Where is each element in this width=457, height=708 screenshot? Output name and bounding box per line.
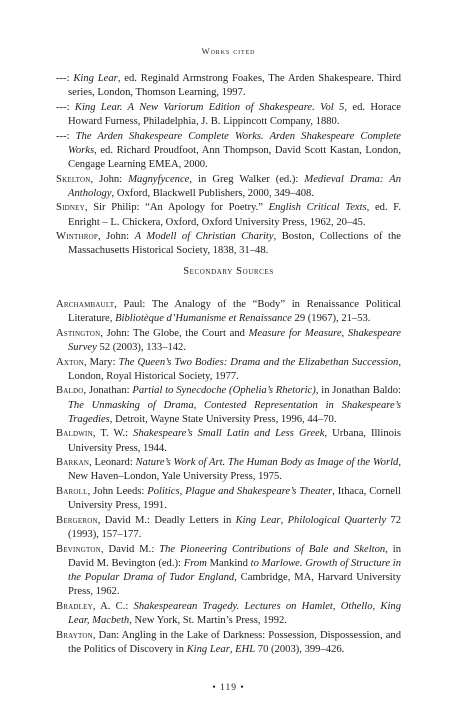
bibliography-entry (56, 130, 401, 173)
italic-title: Shakespeare Survey (68, 327, 401, 353)
italic-title: Measure for Measure (248, 327, 342, 339)
entry-text: , Cambridge, MA, Harvard University Press, 1962. (68, 571, 401, 598)
bibliography-entry (56, 543, 401, 600)
italic-title: English Critical Texts (268, 202, 367, 214)
bibliography-entry (56, 600, 401, 628)
section-title: Secondary Sources (183, 266, 274, 277)
author-surname: Bevington (56, 543, 101, 555)
running-head: Works cited (201, 46, 256, 56)
author-surname: Archambault (56, 299, 115, 310)
entry-text: , David M.: (100, 543, 160, 555)
entry-text: 70 (2003), 399–426. (255, 643, 345, 655)
entry-text: ---: (56, 73, 74, 84)
author-surname: Skelton (56, 173, 91, 185)
bibliography-entry (56, 629, 401, 657)
entry-text: , Mary: (83, 356, 119, 368)
entry-text: , (341, 327, 348, 339)
author-surname: Baldo (56, 385, 84, 397)
page-number: • 119 • (212, 683, 245, 693)
author-surname: Sidney (56, 202, 85, 214)
entry-text: , Sir Philip: “An Apology for Poetry.” (84, 202, 269, 214)
entry-text: Mankind (209, 557, 248, 569)
entry-text: , Jonathan: (83, 385, 133, 397)
italic-title: The Unmasking of Drama, Contested Representation in Shakespeare’s Tragedies (68, 399, 401, 425)
italic-title: Medieval Drama: An Anthology (68, 173, 401, 199)
primary-sources-list (56, 72, 401, 259)
italic-title: The Pioneering Contributions of Bale and Skelton (159, 543, 386, 555)
bibliography-entry (56, 298, 401, 326)
bibliography-entry (56, 101, 401, 129)
entry-text: , in David M. Bevington (ed.): (68, 543, 401, 569)
author-surname: Baldwin (56, 428, 93, 440)
bibliography-entry (56, 327, 401, 355)
bibliography-entry (56, 427, 401, 455)
entry-text: , Leonard: (89, 457, 136, 469)
italic-title: The Arden Shakespeare Complete Works. Arden Shakespeare Complete Works (68, 130, 401, 156)
entry-text: , ed. Richard Proudfoot, Ann Thompson, David Scott Kastan, London, Cengage Learning EMEA, 2000. (68, 144, 401, 170)
entry-text: , Paul: The Analogy of the “Body” in Renaissance Political Literature, (68, 299, 401, 325)
entry-text: , New Haven–London, Yale University Press, 1975. (68, 457, 401, 483)
italic-title: Politics, Plague and Shakespeare’s Theater (147, 485, 333, 497)
entry-text: , T. W.: (92, 428, 134, 440)
entry-text: 29 (1967), 21–53. (291, 313, 371, 325)
bibliography-entry (56, 230, 401, 258)
italic-title: Philological Quarterly (287, 514, 387, 526)
bibliography-entry (56, 514, 401, 542)
entry-text: , John: (90, 173, 129, 185)
author-surname: Astington (56, 327, 101, 339)
entry-text: , Dan: Angling in the Lake of Darkness: Possession, Dispossession, and the Politics of Discovery in (68, 629, 401, 655)
italic-title: Magnyfycence (128, 173, 190, 185)
italic-title: EHL (235, 643, 256, 655)
bibliography-entry (56, 173, 401, 201)
author-surname: Winthrop (56, 231, 98, 243)
bibliography-entry (56, 72, 401, 100)
italic-title: Bibliotèque d’Humanisme et Renaissance (115, 313, 292, 325)
entry-text: 72 (1993), 157–177. (68, 514, 401, 540)
bibliography-entry (56, 201, 401, 229)
italic-title: to Marlowe. Growth of Structure in the Popular Drama of Tudor England (68, 557, 402, 583)
italic-title: From (183, 557, 210, 569)
italic-title: Nature’s Work of Art. The Human Body as Image of the World (135, 457, 399, 469)
italic-title: King Lear. A New Variorum Edition of Shakespeare. Vol 5 (74, 101, 345, 113)
italic-title: Shakespeare’s Small Latin and Less Greek (133, 428, 325, 440)
italic-title: King Lear (73, 73, 118, 84)
italic-title: A Modell of Christian Charity (134, 231, 274, 243)
entry-text: , David M.: Deadly Letters in (97, 514, 236, 526)
bibliography-entry (56, 485, 401, 513)
entry-text: , Detroit, Wayne State University Press, 1996, 44–70. (109, 413, 337, 425)
author-surname: Axton (56, 356, 84, 368)
entry-text: ---: (56, 101, 75, 113)
author-surname: Baroll (56, 485, 88, 497)
author-surname: Brayton (56, 629, 93, 641)
italic-title: King Lear (186, 643, 230, 655)
italic-title: Shakespearean Tragedy. Lectures on Hamlet, Othello, King Lear, Macbeth (68, 600, 401, 626)
entry-text: , in Greg Walker (ed.): (189, 173, 305, 185)
entry-text: , A. C.: (92, 600, 134, 612)
entry-text: , (280, 514, 288, 526)
entry-text: , ed. Reginald Armstrong Foakes, The Arden Shakespeare. Third series, London, Thomson Learning, 1997. (68, 73, 402, 99)
entry-text: , Urbana, Illinois University Press, 1944. (68, 428, 401, 454)
entry-text: , (229, 643, 236, 655)
bibliography-entry (56, 356, 401, 384)
entry-text: 52 (2003), 133–142. (96, 342, 186, 353)
entry-text: , ed. F. Enright – L. Chickera, Oxford, Oxford University Press, 1962, 20–45. (68, 202, 401, 228)
author-surname: Bergeron (56, 514, 98, 526)
italic-title: King Lear (235, 514, 281, 526)
italic-title: Partial to Synecdoche (Ophelia’s Rhetoric) (132, 385, 316, 397)
entry-text: , Ithaca, Cornell University Press, 1991. (68, 485, 401, 512)
bibliography-entry (56, 456, 401, 484)
entry-text: , ed. Horace Howard Furness, Philadelphia, J. B. Lippincott Company, 1880. (68, 101, 401, 127)
author-surname: Bradley (56, 600, 93, 612)
entry-text: , John: (97, 231, 135, 243)
entry-text: , New York, St. Martin’s Press, 1992. (129, 614, 287, 626)
entry-text: , John Leeds: (87, 485, 148, 497)
bibliography-entry (56, 384, 401, 427)
entry-text: , Oxford, Blackwell Publishers, 2000, 349–408. (111, 187, 314, 199)
secondary-sources-list (56, 298, 401, 657)
entry-text: ---: (56, 130, 76, 142)
entry-text: , in Jonathan Baldo: (315, 385, 402, 397)
entry-text: , John: The Globe, the Court and (100, 327, 249, 339)
entry-text: , London, Royal Historical Society, 1977. (68, 356, 401, 382)
italic-title: The Queen’s Two Bodies: Drama and the Elizabethan Succession (118, 356, 399, 368)
entry-text: , Boston, Collections of the Massachusetts Historical Society, 1838, 31–48. (68, 231, 401, 257)
author-surname: Barkan (56, 457, 90, 469)
